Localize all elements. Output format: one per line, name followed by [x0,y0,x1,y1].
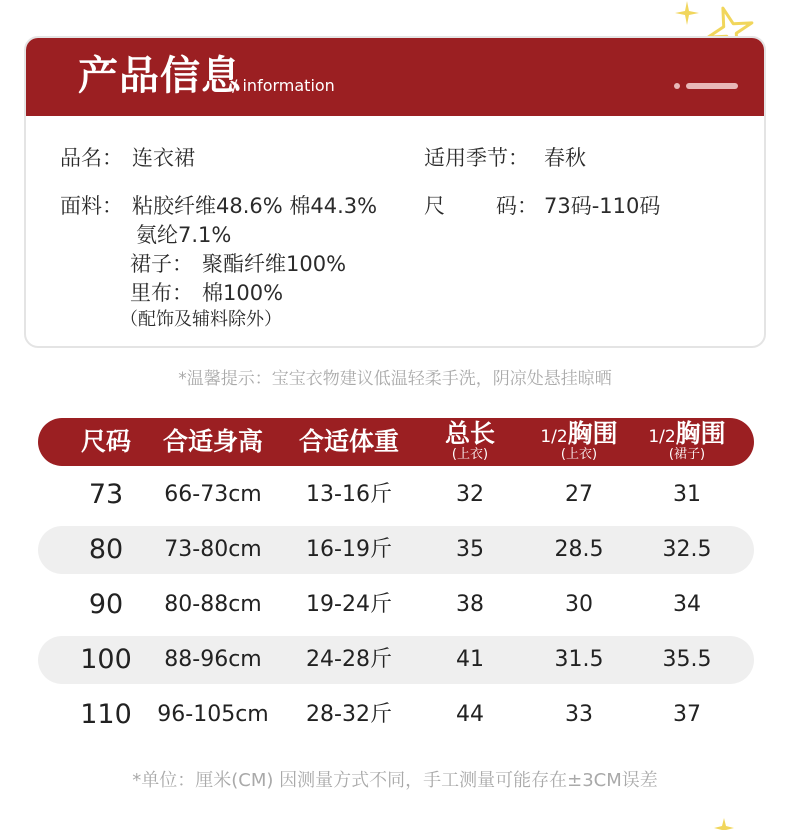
cell-length: 38 [456,592,484,617]
cell-height: 80-88cm [164,592,262,617]
cell-chest-skirt: 34 [673,592,701,617]
header-bar [686,83,738,89]
header-chest-top [524,418,634,466]
card-title: 产品信息 [78,53,242,99]
skirt-label: 裙子： [130,252,193,276]
cell-weight: 24-28斤 [306,647,392,672]
header-chest-skirt [632,418,742,466]
washing-tip: *温馨提示：宝宝衣物建议低温轻柔手洗，阴凉处悬挂晾晒 [178,369,612,389]
cell-chest-skirt: 35.5 [662,647,712,672]
cell-length: 44 [456,702,484,727]
size-label-b: 码： [496,194,538,218]
card-header [26,38,764,116]
name-value: 连衣裙 [132,146,195,170]
cell-weight: 16-19斤 [306,537,392,562]
sparkle-bottom-icon [712,818,736,830]
skirt-value: 聚酯纤维100% [202,252,347,276]
cell-height: 66-73cm [164,482,262,507]
size-label-a: 尺 [424,194,445,218]
cell-length: 35 [456,537,484,562]
size-table-header [38,418,754,466]
cell-weight: 28-32斤 [306,702,392,727]
header-chest-skirt-main: 胸围 [675,419,726,448]
cell-size: 73 [88,479,124,510]
sparkle-small-icon [674,0,700,26]
table-row [38,581,754,629]
season-value: 春秋 [544,146,586,170]
cell-length: 41 [456,647,484,672]
cell-length: 32 [456,482,484,507]
table-row [38,471,754,519]
cell-height: 96-105cm [157,702,269,727]
table-row [38,636,754,684]
cell-size: 80 [88,534,124,565]
lining-value: 棉100% [202,281,284,305]
cell-size: 90 [88,589,124,620]
header-length [418,418,522,466]
cell-chest-top: 28.5 [554,537,604,562]
cell-chest-skirt: 32.5 [662,537,712,562]
name-label: 品名： [60,146,123,170]
fabric-line-1: 粘胶纤维48.6% 棉44.3% [132,194,378,218]
header-chest-top-main: 胸围 [567,419,618,448]
accessory-note: （配饰及辅料除外） [120,309,282,330]
product-info-card [24,36,766,348]
card-subtitle: / information [232,76,335,95]
unit-footnote: *单位：厘米(CM) 因测量方式不同，手工测量可能存在±3CM误差 [132,770,658,791]
header-chest-top-sub: (上衣) [560,447,598,462]
cell-chest-top: 30 [565,592,593,617]
cell-weight: 13-16斤 [306,482,392,507]
cell-chest-top: 33 [565,702,593,727]
cell-weight: 19-24斤 [306,592,392,617]
header-height: 合适身高 [162,427,263,456]
header-chest-skirt-pre: 1/2 [648,427,676,447]
size-range-value: 73码-110码 [544,194,661,218]
cell-size: 100 [80,644,132,675]
cell-chest-skirt: 37 [673,702,701,727]
table-row [38,526,754,574]
cell-chest-top: 27 [565,482,593,507]
table-row [38,691,754,739]
header-size: 尺码 [80,427,131,456]
cell-height: 88-96cm [164,647,262,672]
season-label: 适用季节： [424,146,529,170]
cell-chest-top: 31.5 [554,647,604,672]
cell-height: 73-80cm [164,537,262,562]
lining-label: 里布： [130,281,193,305]
header-weight: 合适体重 [298,427,399,456]
fabric-label: 面料： [60,194,123,218]
header-length-main: 总长 [444,419,495,448]
header-length-sub: (上衣) [451,447,489,462]
cell-chest-skirt: 31 [673,482,701,507]
header-dot [674,83,680,89]
header-chest-top-pre: 1/2 [540,427,568,447]
cell-size: 110 [80,699,132,730]
header-chest-skirt-sub: (裙子) [668,447,706,462]
fabric-line-2: 氨纶7.1% [136,223,232,247]
